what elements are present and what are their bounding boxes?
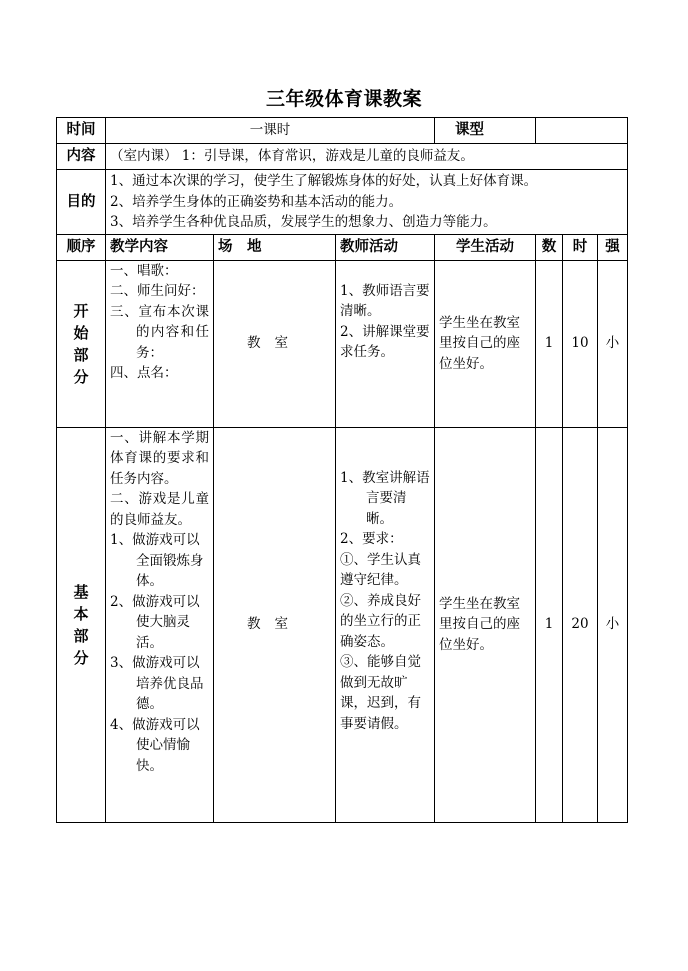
content-item: 三、宣布本次课的内容和任务： [110,303,209,361]
section-time: 20 [563,427,598,822]
goal-item: 2、培养学生身体的正确姿势和基本活动的能力。 [110,193,403,210]
goal-row [57,170,628,235]
content-row [57,144,628,170]
section-count: 1 [536,260,563,427]
section-student: 学生坐在教室里按自己的座位坐好。 [435,260,536,427]
teacher-item: 1、教室讲解语言要清晰。 [340,469,430,527]
section-venue: 教室 [214,427,336,822]
content-value: （室内课） 1：引导课，体育常识，游戏是儿童的良师益友。 [106,144,628,170]
section-name: 开 始 部 分 [57,260,106,427]
section-student: 学生坐在教室里按自己的座位坐好。 [435,427,536,822]
section-time: 10 [563,260,598,427]
section-start-row [57,260,628,427]
col-time: 时 [563,234,598,260]
section-venue: 教室 [214,260,336,427]
content-item: 一、讲解本学期体育课的要求和任务内容。 [110,429,209,487]
content-item: 一、唱歌： [110,262,178,279]
col-intensity: 强 [598,234,628,260]
section-content [106,260,214,427]
col-count: 数 [536,234,563,260]
content-item: 4、做游戏可以使心情愉快。 [110,716,200,774]
content-item: 二、游戏是儿童的良师益友。 [110,491,209,528]
column-header-row [57,234,628,260]
goal-label: 目的 [57,170,106,235]
col-teacher: 教师活动 [336,234,435,260]
time-label: 时间 [57,118,106,144]
section-teacher [336,427,435,822]
lesson-plan-table [56,117,628,823]
teacher-item: ②、养成良好的坐立行的正确姿态。 [340,592,421,650]
section-content [106,427,214,822]
col-content: 教学内容 [106,234,214,260]
page-title: 三年级体育课教案 [265,88,422,110]
goal-list [106,170,628,235]
section-teacher [336,260,435,427]
teacher-item: 1、教师语言要清晰。 [340,282,430,319]
teacher-item: 2、要求： [340,531,403,547]
goal-item: 1、通过本次课的学习，使学生了解锻炼身体的好处，认真上好体育课。 [110,173,538,189]
time-value: 一课时 [106,118,435,144]
section-basic-row [57,427,628,822]
goal-item: 3、培养学生各种优良品质，发展学生的想象力、创造力等能力。 [110,214,497,230]
type-value [536,118,628,144]
section-count: 1 [536,427,563,822]
content-item: 四、点名： [110,365,178,381]
content-item: 3、做游戏可以培养优良品德。 [110,655,204,712]
col-order: 顺序 [57,234,106,260]
col-venue: 场 地 [214,234,336,260]
content-item: 1、做游戏可以全面锻炼身体。 [110,532,204,589]
section-intensity: 小 [598,427,628,822]
teacher-item: ③、能够自觉做到无故旷课，迟到，有事要请假。 [340,654,421,732]
section-intensity: 小 [598,260,628,427]
content-item: 2、做游戏可以使大脑灵活。 [110,593,200,651]
teacher-item: ①、学生认真遵守纪律。 [340,551,421,588]
col-student: 学生活动 [435,234,536,260]
section-name: 基 本 部 分 [57,427,106,822]
type-label: 课型 [435,118,536,144]
teacher-item: 2、讲解课堂要求任务。 [340,323,430,360]
time-row [57,118,628,144]
content-item: 二、师生问好： [110,283,205,299]
content-label: 内容 [57,144,106,170]
